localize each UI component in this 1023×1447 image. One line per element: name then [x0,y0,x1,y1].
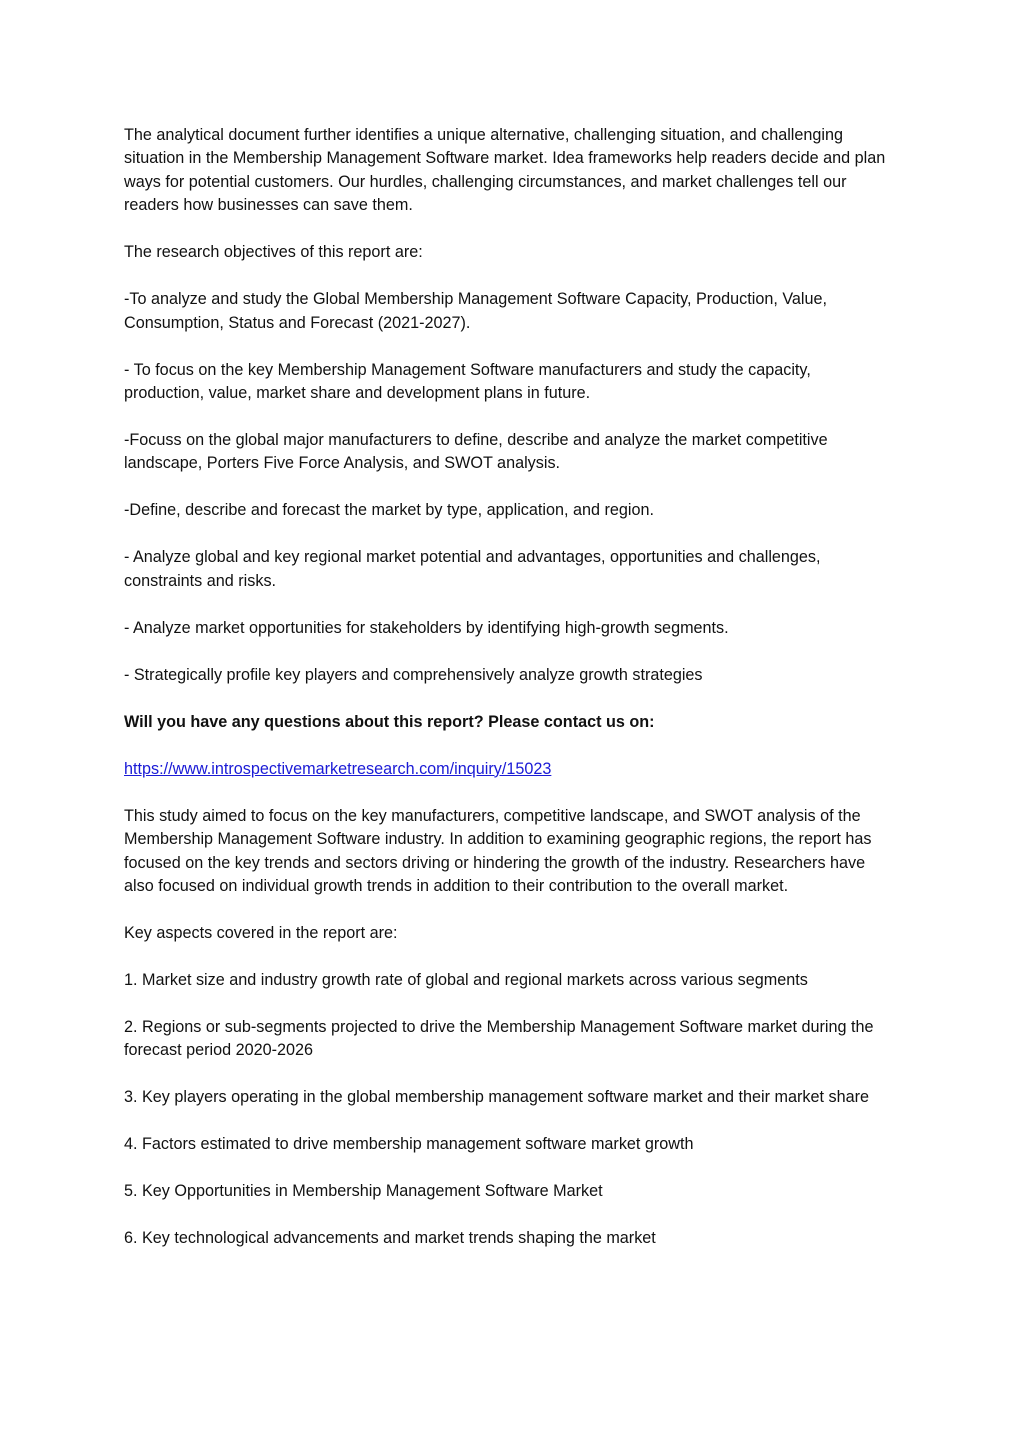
objective-item: - Strategically profile key players and comprehensively analyze growth strategies [124,665,703,684]
objective-item: -To analyze and study the Global Membership Management Software Capacity, Production, Value, Consumption, Status and Forecast (2021-2027). [124,290,828,332]
aspects-heading: Key aspects covered in the report are: [124,924,398,943]
contact-prompt: Will you have any questions about this report? Please contact us on: [124,712,655,731]
objective-item: -Focuss on the global major manufacturers to define, describe and analyze the market competitive landscape, Porters Five Force Analysis, and SWOT analysis. [124,431,828,473]
intro-paragraph: The analytical document further identifies a unique alternative, challenging situation, and challenging situation in the Membership Management Software market. Idea frameworks help readers decide and plan ways for potential customers. Our hurdles, challenging circumstances, and market challenges tell our readers how businesses can save them. [124,126,886,215]
contact-link-paragraph [124,758,894,781]
objectives-heading: The research objectives of this report are: [124,243,423,262]
aspect-item: 6. Key technological advancements and market trends shaping the market [124,1229,656,1248]
objective-item: - Analyze market opportunities for stakeholders by identifying high-growth segments. [124,618,729,637]
aspect-item: 5. Key Opportunities in Membership Management Software Market [124,1182,603,1201]
aspect-item: 4. Factors estimated to drive membership management software market growth [124,1135,694,1154]
aspect-item: 3. Key players operating in the global membership management software market and their market share [124,1088,870,1107]
study-paragraph: This study aimed to focus on the key manufacturers, competitive landscape, and SWOT analysis of the Membership Management Software industry. In addition to examining geographic regions, the report has focused on the key trends and sectors driving or hindering the growth of the industry. Researchers have also focused on individual growth trends in addition to their contribution to the overall market. [124,806,872,896]
objective-item: - Analyze global and key regional market potential and advantages, opportunities and challenges, constraints and risks. [124,548,821,590]
objective-item: - To focus on the key Membership Management Software manufacturers and study the capacity, production, value, market share and development plans in future. [124,360,811,403]
aspect-item: 2. Regions or sub-segments projected to drive the Membership Management Software market during the forecast period 2020-2026 [124,1018,874,1060]
document-page [124,124,894,1274]
objective-item: -Define, describe and forecast the market by type, application, and region. [124,501,654,520]
inquiry-link[interactable]: https://www.introspectivemarketresearch.com/inquiry/15023 [124,759,552,778]
aspect-item: 1. Market size and industry growth rate of global and regional markets across various segments [124,971,808,990]
